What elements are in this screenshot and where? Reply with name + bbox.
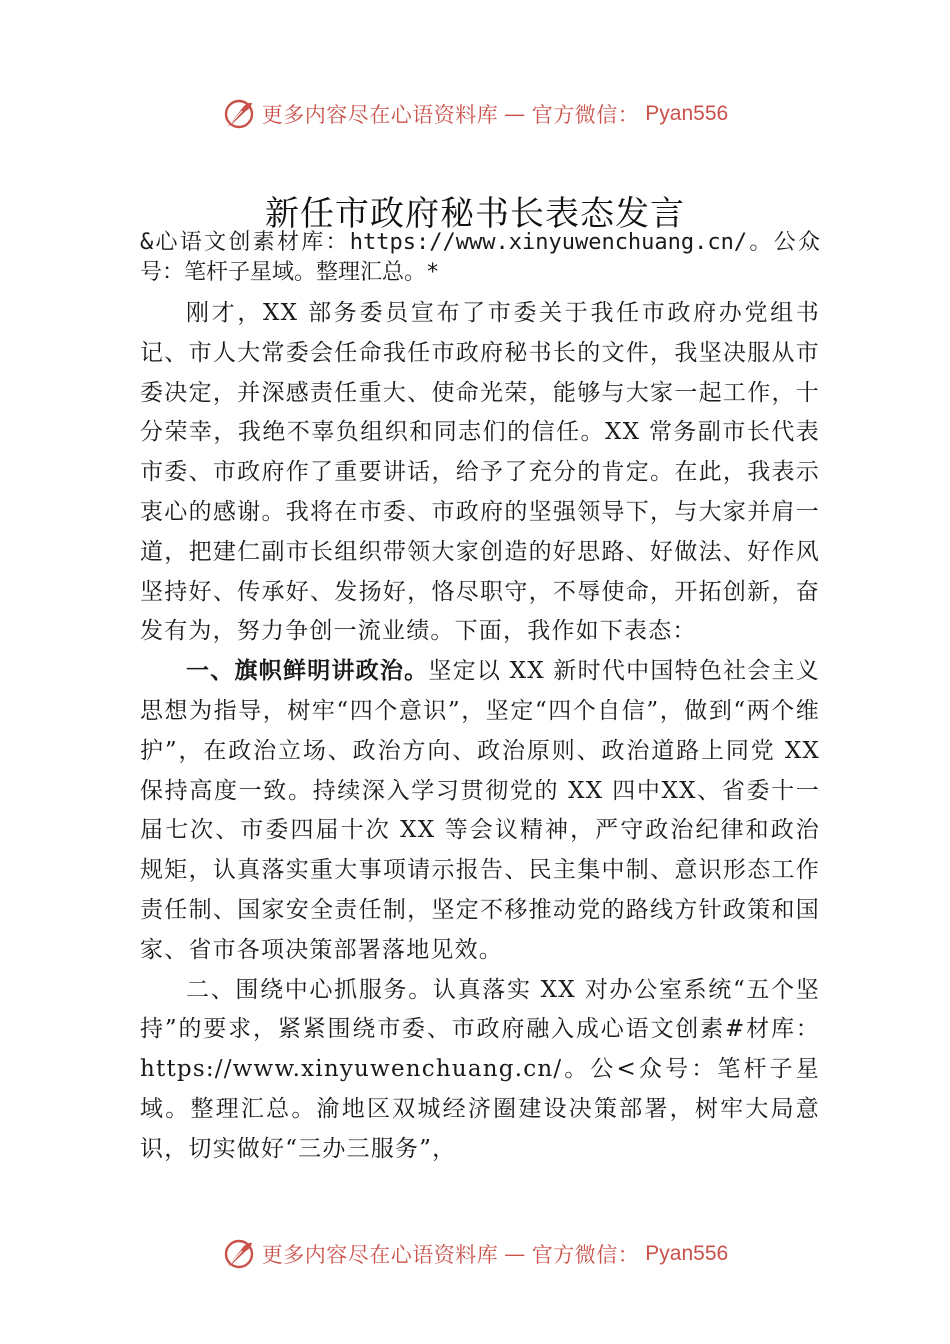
banner-contact-id: Pyan556 [645, 1242, 729, 1265]
banner-slogan: 更多内容尽在心语资料库 [261, 1243, 499, 1267]
quill-logo-icon [222, 97, 256, 131]
document-body [140, 228, 820, 1170]
section-1-heading: 一、旗帜鲜明讲政治。 [186, 658, 429, 685]
banner-contact-label: 官方微信： [531, 103, 640, 127]
banner-separator: — [504, 1242, 526, 1266]
paragraph-intro: 刚才，XX 部务委员宣布了市委关于我任市政府办党组书记、市人大常委会任命我任市政府秘书长的文件，我坚决服从市委决定，并深感责任重大、使命光荣，能够与大家一起工作，十分荣幸，我绝不辜负组织和同志们的信任。XX 常务副市长代表市委、市政府作了重要讲话，给予了充分的肯定。在此，我表示衷心的感谢。我将在市委、市政府的坚强领导下，与大家并肩一道，把建仁副市长组织带领大家创造的好思路、好做法、好作风坚持好、传承好、发扬好，恪尽职守，不辱使命，开拓创新，奋发有为，努力争创一流业绩。下面，我作如下表态： [140, 300, 820, 645]
footer-watermark-banner [0, 1234, 950, 1274]
paragraph-section-2: 二、围绕中心抓服务。认真落实 XX 对办公室系统“五个坚持”的要求，紧紧围绕市委、市政府融入成心语文创素#材库：https://www.xinyuwenchuang.cn/。公<众号：笔杆子星域。整理汇总。渝地区双城经济圈建设决策部署，树牢大局意识，切实做好“三办三服务”， [140, 976, 820, 1162]
paragraph-section-1 [140, 652, 820, 970]
source-note: &心语文创素材库：https://www.xinyuwenchuang.cn/。公众号：笔杆子星域。整理汇总。* [140, 230, 820, 285]
document-title: 新任市政府秘书长表态发言 [265, 194, 685, 234]
banner-contact-id: Pyan556 [645, 102, 729, 125]
banner-separator: — [504, 102, 526, 126]
banner-contact-label: 官方微信： [531, 1243, 640, 1267]
header-watermark-banner [0, 94, 950, 134]
section-1-body: 坚定以 XX 新时代中国特色社会主义思想为指导，树牢“四个意识”，坚定“四个自信”，做到“两个维护”，在政治立场、政治方向、政治原则、政治道路上同党 XX 保持高度一致。持续深入学习贯彻党的 XX 四中XX、省委十一届七次、市委四届十次 XX 等会议精神，严守政治纪律和政治规矩，认真落实重大事项请示报告、民主集中制、意识形态工作责任制、国家安全责任制，坚定不移推动党的路线方针政策和国家、省市各项决策部署落地见效。 [140, 658, 820, 963]
quill-logo-icon [222, 1237, 256, 1271]
banner-slogan: 更多内容尽在心语资料库 [261, 103, 499, 127]
